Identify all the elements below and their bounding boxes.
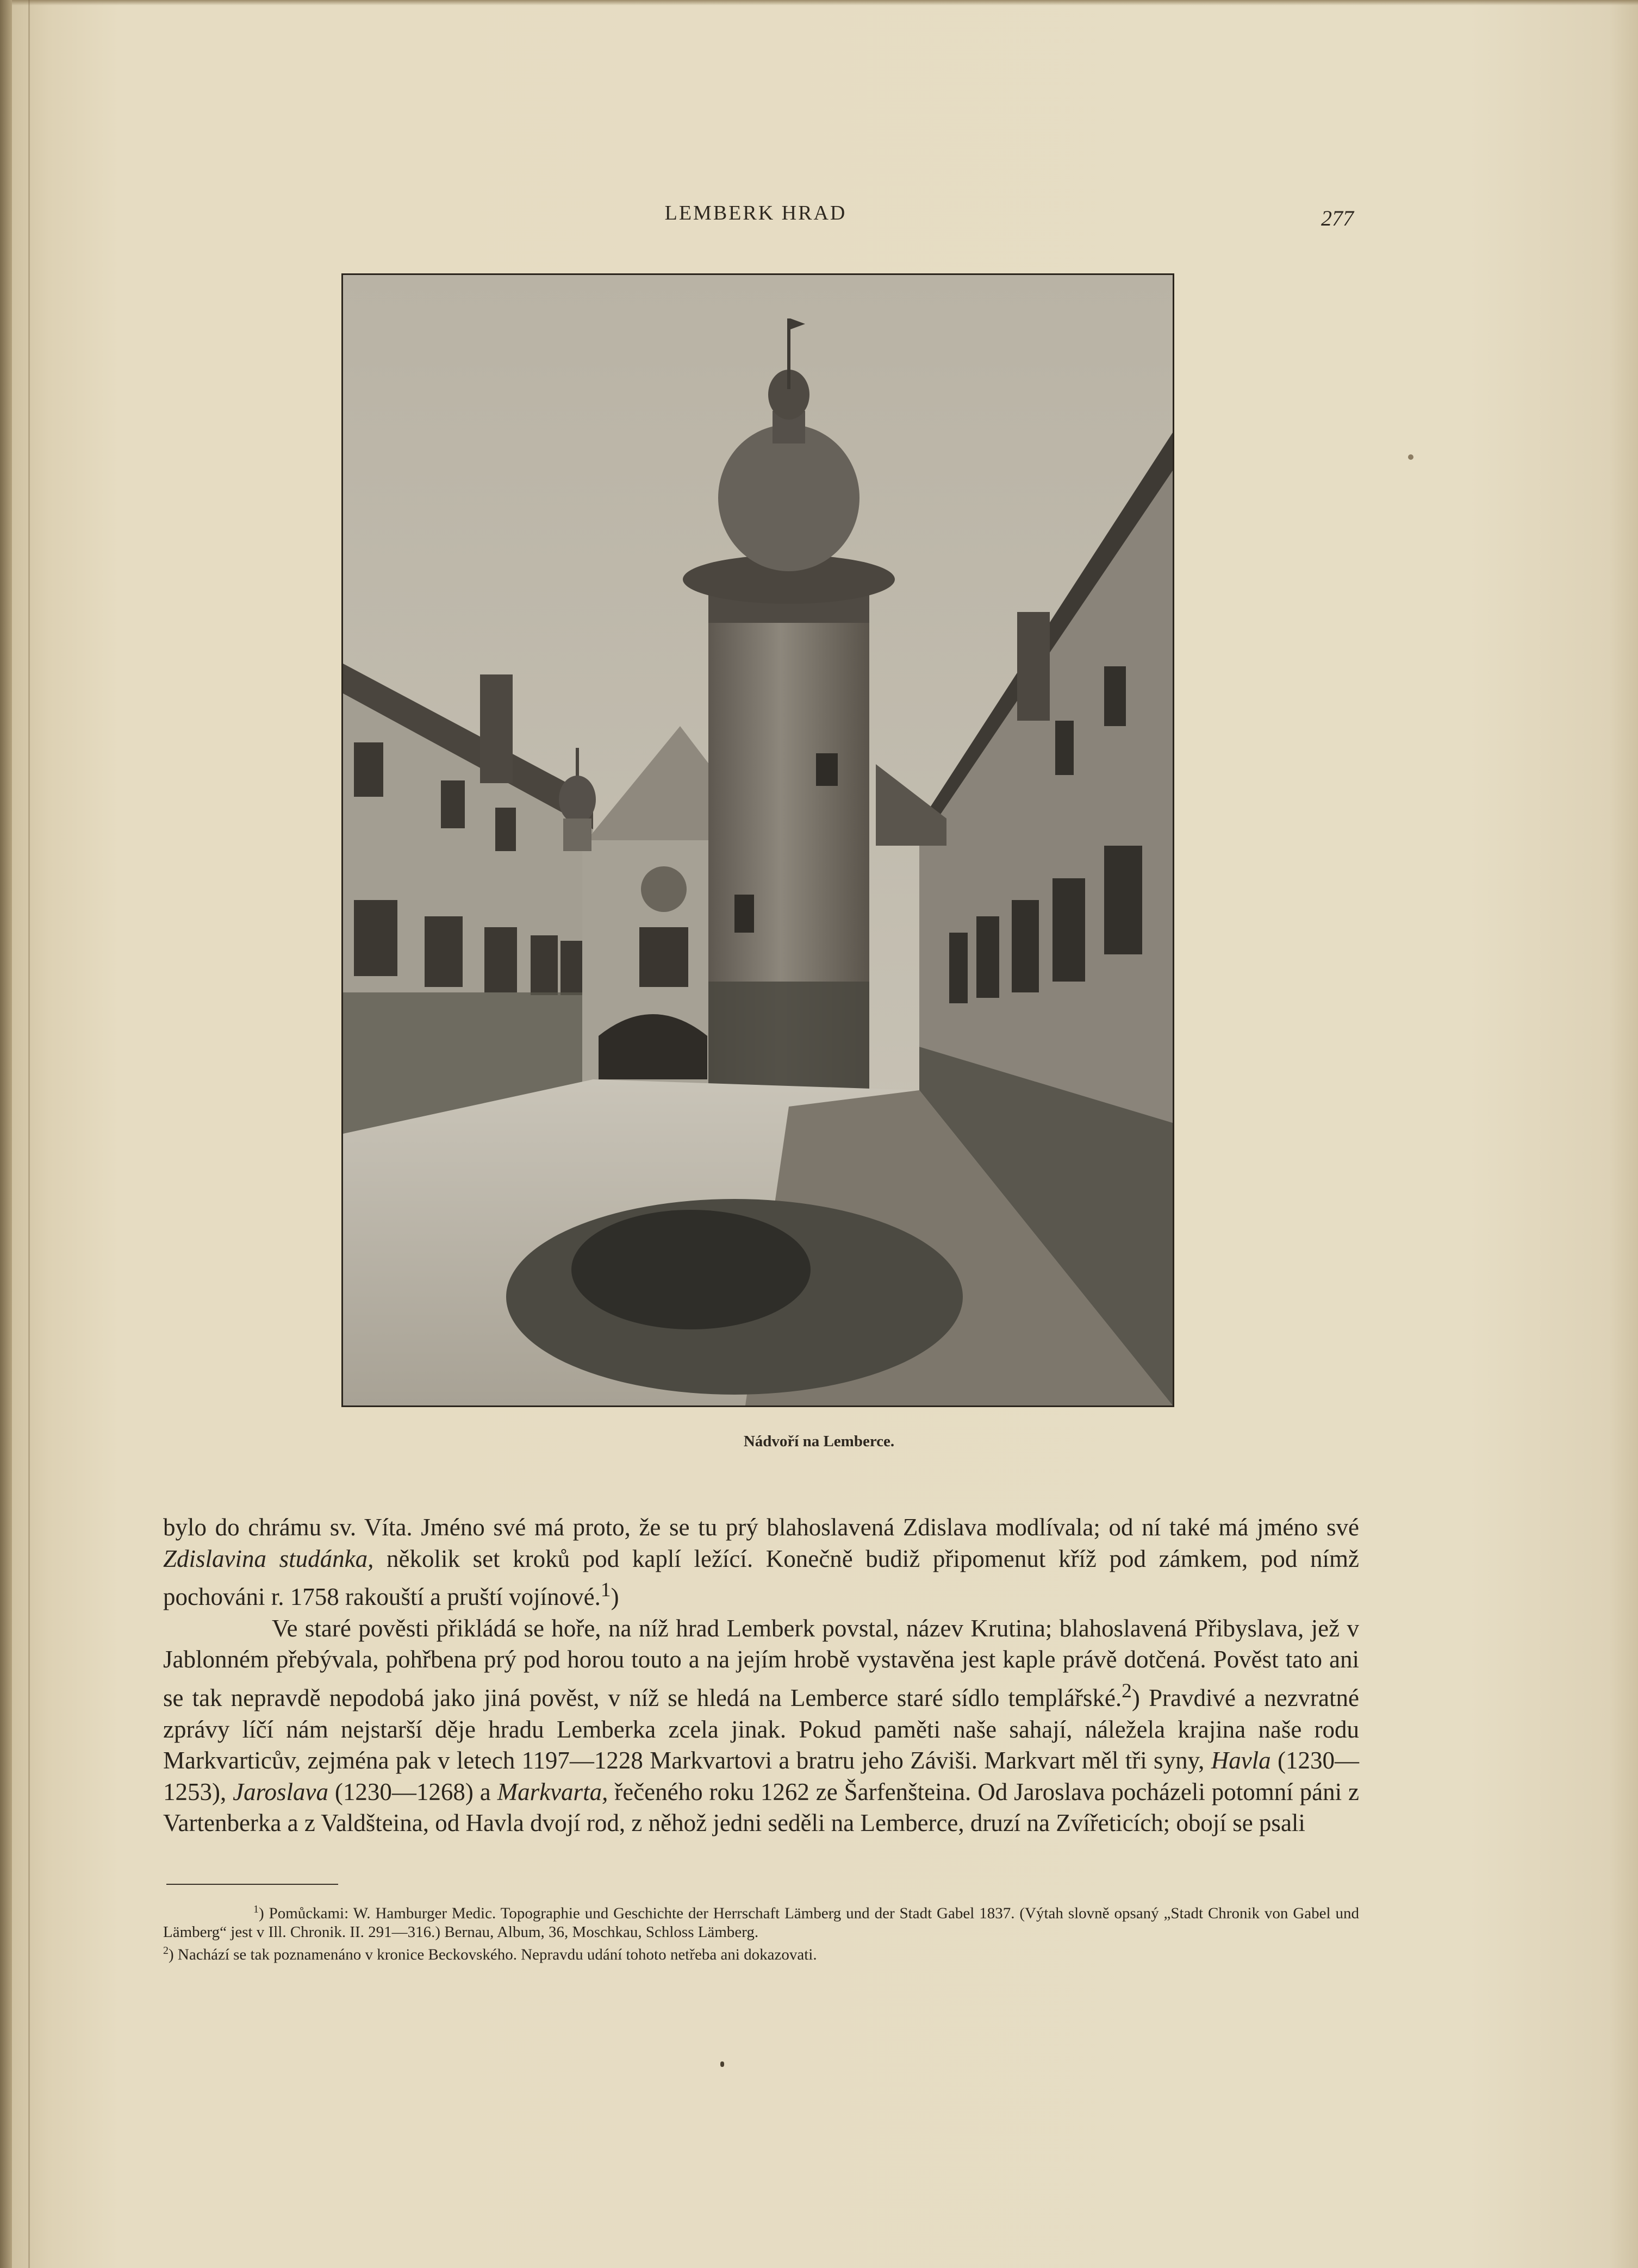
running-head	[0, 201, 1638, 234]
tower-window	[734, 895, 754, 933]
text-run: řečeného roku 1262 ze Šarfenšteina. Od Jaroslava pocházeli potomní páni z Vartenberka a z Valdšteina, od Havla dvojí rod, z něhož jedni seděli na Lemberce, druzí na Zvířeticích; obojí se psali	[163, 1778, 1359, 1837]
paragraph-1	[163, 1512, 1359, 1613]
left-chimney	[480, 674, 513, 783]
footnote-2	[163, 1941, 1359, 1964]
gutter-line	[28, 0, 30, 2268]
illustration-courtyard	[341, 273, 1174, 1407]
footnote-text: ) Nachází se tak poznamenáno v kronice Beckovského. Nepravdu udání tohoto netřeba ani dokazovati.	[169, 1946, 817, 1964]
italic-name: Zdislavina studánka,	[163, 1545, 374, 1572]
small-dome	[559, 776, 596, 823]
footnote-mark: 1	[253, 1903, 259, 1915]
tower-onion-dome	[718, 424, 860, 571]
paper-speck	[720, 2061, 724, 2067]
small-dome-base	[563, 819, 591, 851]
gate-window	[639, 927, 688, 987]
right-chimney	[1017, 612, 1050, 721]
text-run: Ve staré pověsti přikládá se hoře, na níž hrad Lemberk povstal, název Krutina; blahoslavená Přibyslava, jež v Jablonném přebývala, pohřbena prý pod horou touto a na jejím hrobě vystavěna jest kaple právě dotčená. Pověst tato ani se tak nepravdě nepodobá jako jiná pověst, v níž se hledá na Lemberce staré sídlo templářské.	[163, 1614, 1359, 1711]
footnote-ref: 2	[1122, 1679, 1132, 1702]
footnote-mark: 2	[163, 1944, 169, 1957]
body-text	[163, 1512, 1359, 1839]
footnotes	[163, 1900, 1359, 1964]
footnote-1	[163, 1900, 1359, 1941]
courtyard-engraving	[343, 275, 1173, 1405]
page-number: 277	[1321, 206, 1354, 230]
figure-caption: Nádvoří na Lemberce.	[743, 1433, 895, 1450]
tower-base-ivy	[708, 982, 869, 1090]
tower-spire	[787, 318, 790, 389]
book-spine	[0, 0, 12, 2268]
italic-name: Jaroslava	[233, 1778, 328, 1805]
text-run: )	[611, 1583, 619, 1611]
text-run: ) Pravdivé a nezvratné zprávy líčí nám nejstarší děje hradu Lemberka zcela jinak. Pokud paměti naše sahají, náležela krajina naše rodu Markvarticův, zejména pak v letech 1197—1228 Markvartovi a bratru jeho Záviši. Markvart měl tři syny,	[163, 1684, 1359, 1775]
footnote-ref: 1	[600, 1579, 611, 1602]
footnote-rule	[166, 1884, 338, 1885]
italic-name: Havla	[1211, 1747, 1271, 1775]
text-run: bylo do chrámu sv. Víta. Jméno své má proto, že se tu prý blahoslavená Zdislava modlívala; od ní také má jméno své	[163, 1514, 1359, 1541]
gate-crest	[641, 866, 687, 912]
lawn-dark	[571, 1210, 811, 1329]
text-run: několik set kroků pod kaplí ležící. Konečně budiž připomenut kříž pod zámkem, pod nímž pochováni r. 1758 rakouští a pruští vojínové.	[163, 1545, 1359, 1611]
paragraph-2	[163, 1613, 1359, 1839]
text-run: (1230—1268) a	[328, 1778, 497, 1805]
text-run: (1230—1253),	[163, 1747, 1359, 1805]
italic-name: Markvarta,	[497, 1778, 608, 1805]
page-top-edge	[0, 0, 1638, 5]
tower-window	[816, 753, 838, 786]
running-title: LEMBERK HRAD	[664, 202, 847, 224]
paper-speck	[1408, 454, 1413, 460]
footnote-text: ) Pomůckami: W. Hamburger Medic. Topographie und Geschichte der Herrschaft Lämberg und der Stadt Gabel 1837. (Výtah slovně opsaný „Stadt Chronik von Gabel und Lämberg“ jest v Ill. Chronik. II. 291—316.) Bernau, Album, 36, Moschkau, Schloss Lämberg.	[163, 1904, 1359, 1941]
